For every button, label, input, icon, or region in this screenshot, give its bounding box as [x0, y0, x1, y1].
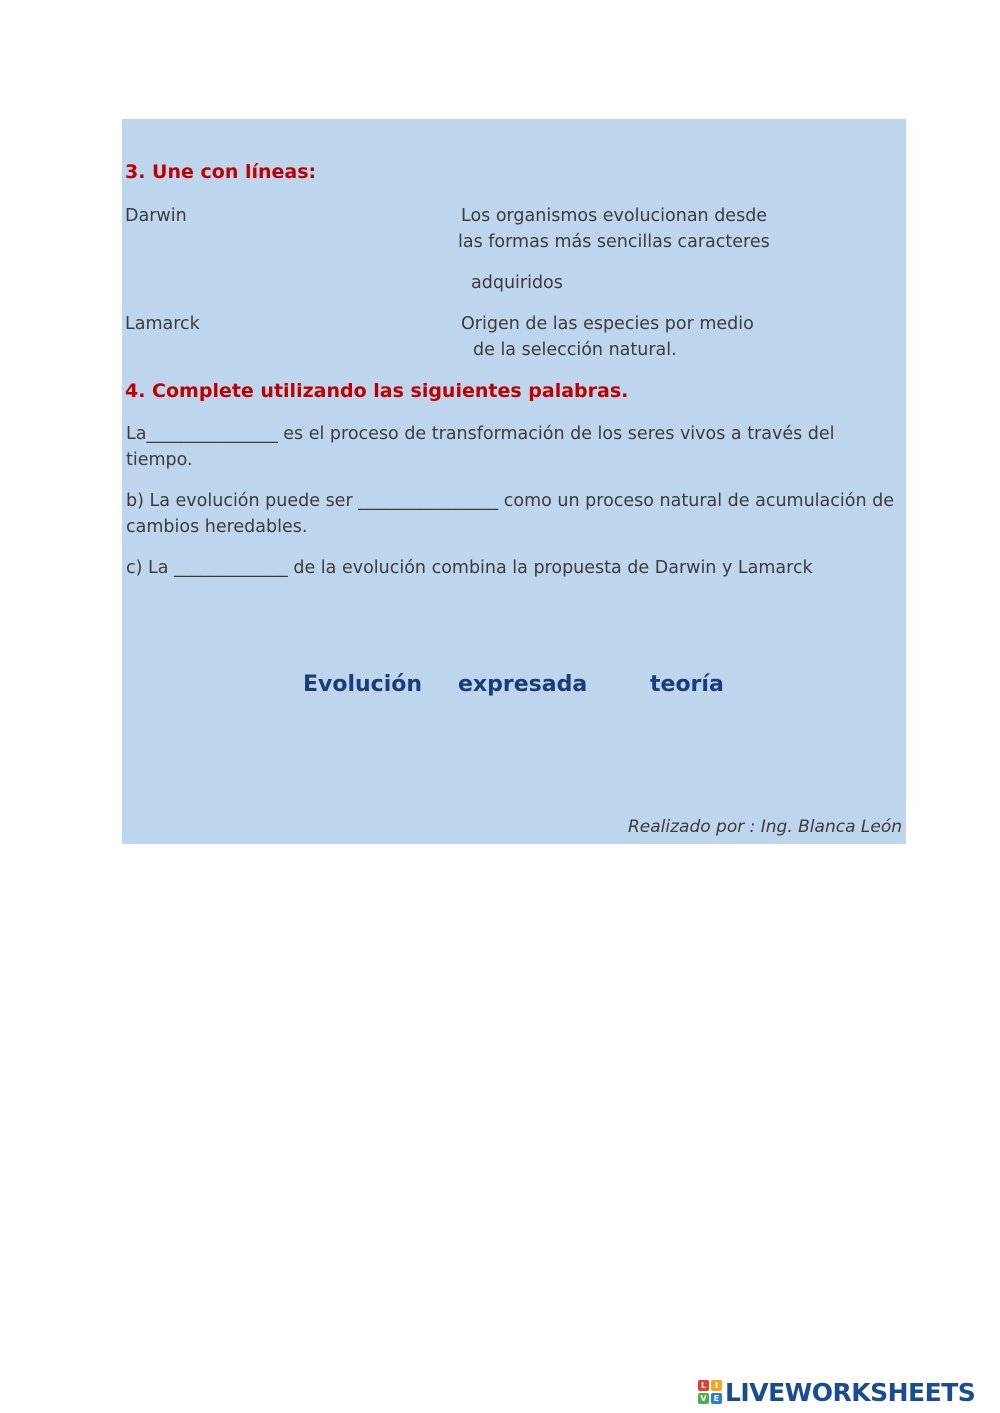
sentence-b: b) La evolución puede ser ________________ como un proceso natural de acumulación de cambios heredables. — [126, 491, 894, 537]
match-right-1-line1[interactable]: Los organismos evolucionan desde — [461, 206, 768, 226]
logo-block-l: L — [698, 1380, 709, 1391]
match-left-darwin[interactable]: Darwin — [125, 206, 187, 226]
logo-block-v: V — [698, 1393, 709, 1404]
logo-block-e: E — [711, 1393, 722, 1404]
section-3-heading: 3. Une con líneas: — [125, 161, 317, 183]
author-credit: Realizado por : Ing. Blanca León — [627, 817, 902, 837]
logo-blocks-icon — [698, 1380, 722, 1404]
word-bank-evolucion[interactable]: Evolución — [303, 672, 423, 697]
match-right-1-line2[interactable]: las formas más sencillas caracteres — [458, 232, 770, 252]
sentence-c: c) La _____________ de la evolución combina la propuesta de Darwin y Lamarck — [126, 558, 813, 578]
sentence-a: La_______________ es el proceso de transformación de los seres vivos a través del tiempo. — [126, 424, 835, 470]
logo-text: LIVEWORKSHEETS — [725, 1377, 976, 1407]
match-right-2-line2[interactable]: de la selección natural. — [473, 340, 677, 360]
match-left-lamarck[interactable]: Lamarck — [125, 314, 200, 334]
worksheet-panel — [122, 119, 906, 844]
match-right-2-line1[interactable]: Origen de las especies por medio — [461, 314, 754, 334]
section-4-heading: 4. Complete utilizando las siguientes palabras. — [125, 380, 629, 402]
liveworksheets-logo — [698, 1378, 975, 1406]
logo-block-i: I — [711, 1380, 722, 1391]
word-bank-teoria[interactable]: teoría — [650, 672, 724, 697]
match-right-1-line3[interactable]: adquiridos — [471, 273, 563, 293]
word-bank-expresada[interactable]: expresada — [458, 672, 588, 697]
